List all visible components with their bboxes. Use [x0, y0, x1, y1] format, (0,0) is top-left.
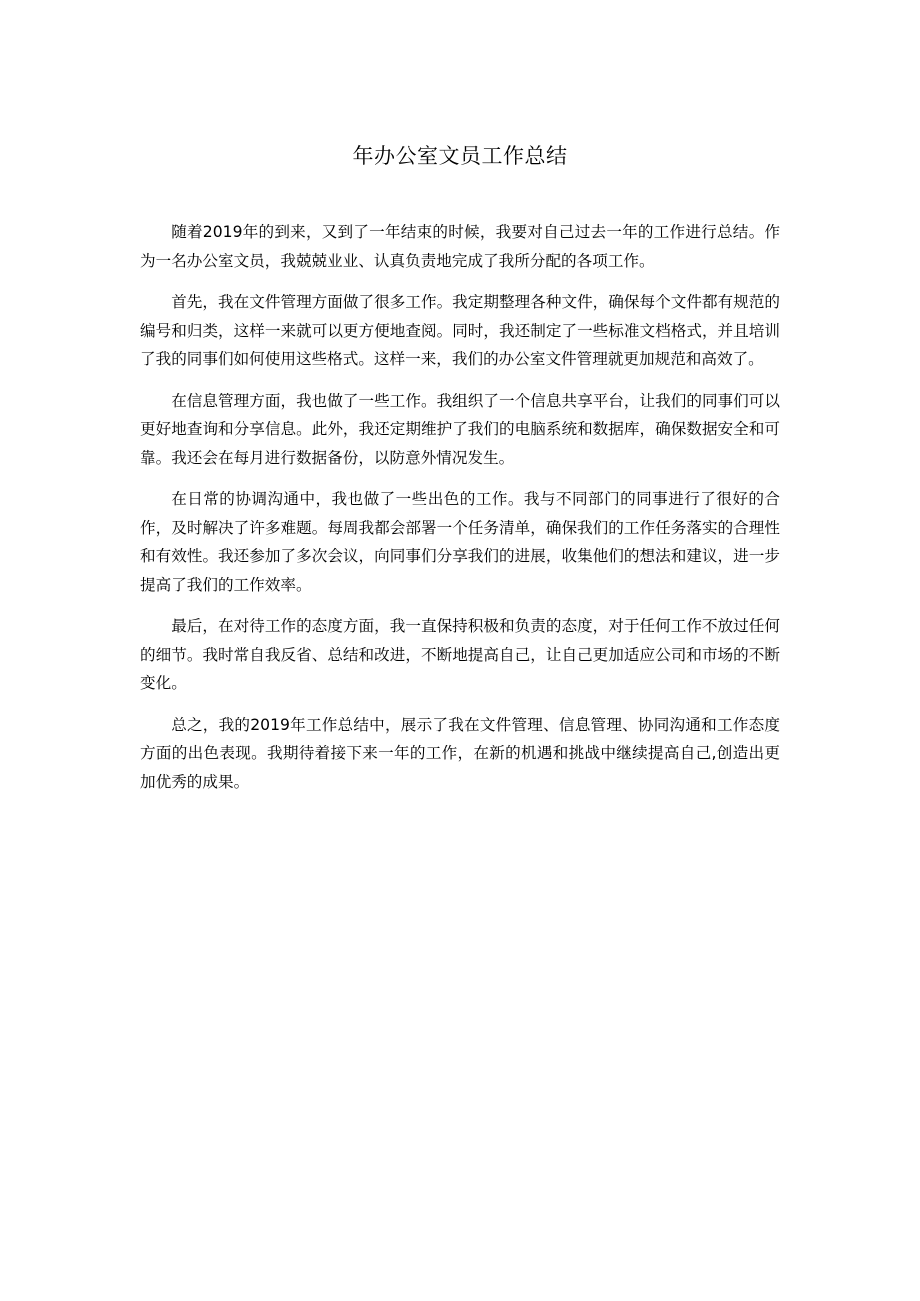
paragraph-information-management: 在信息管理方面，我也做了一些工作。我组织了一个信息共享平台，让我们的同事们可以更好地查询和分享信息。此外，我还定期维护了我们的电脑系统和数据库，确保数据安全和可靠。我还会在每月进行数据备份，以防意外情况发生。 [140, 391, 780, 467]
paragraph-work-attitude: 最后，在对待工作的态度方面，我一直保持积极和负责的态度，对于任何工作不放过任何的细节。我时常自我反省、总结和改进，不断地提高自己，让自己更加适应公司和市场的不断变化。 [140, 617, 780, 692]
paragraph-file-management: 首先，我在文件管理方面做了很多工作。我定期整理各种文件，确保每个文件都有规范的编号和归类，这样一来就可以更方便地查阅。同时，我还制定了一些标准文档格式，并且培训了我的同事们如何使用这些格式。这样一来，我们的办公室文件管理就更加规范和高效了。 [140, 293, 780, 368]
document-title: 年办公室文员工作总结 [352, 144, 568, 168]
paragraph-coordination: 在日常的协调沟通中，我也做了一些出色的工作。我与不同部门的同事进行了很好的合作，及时解决了许多难题。每周我都会部署一个任务清单，确保我们的工作任务落实的合理性和有效性。我还参加了多次会议，向同事们分享我们的进展，收集他们的想法和建议，进一步提高了我们的工作效率。 [140, 490, 780, 594]
paragraph-conclusion: 总之，我的2019年工作总结中，展示了我在文件管理、信息管理、协同沟通和工作态度方面的出色表现。我期待着接下来一年的工作，在新的机遇和挑战中继续提高自己,创造出更加优秀的成果。 [140, 715, 780, 791]
document-body [140, 218, 780, 809]
paragraph-intro: 随着2019年的到来，又到了一年结束的时候，我要对自己过去一年的工作进行总结。作为一名办公室文员，我兢兢业业、认真负责地完成了我所分配的各项工作。 [140, 223, 780, 270]
